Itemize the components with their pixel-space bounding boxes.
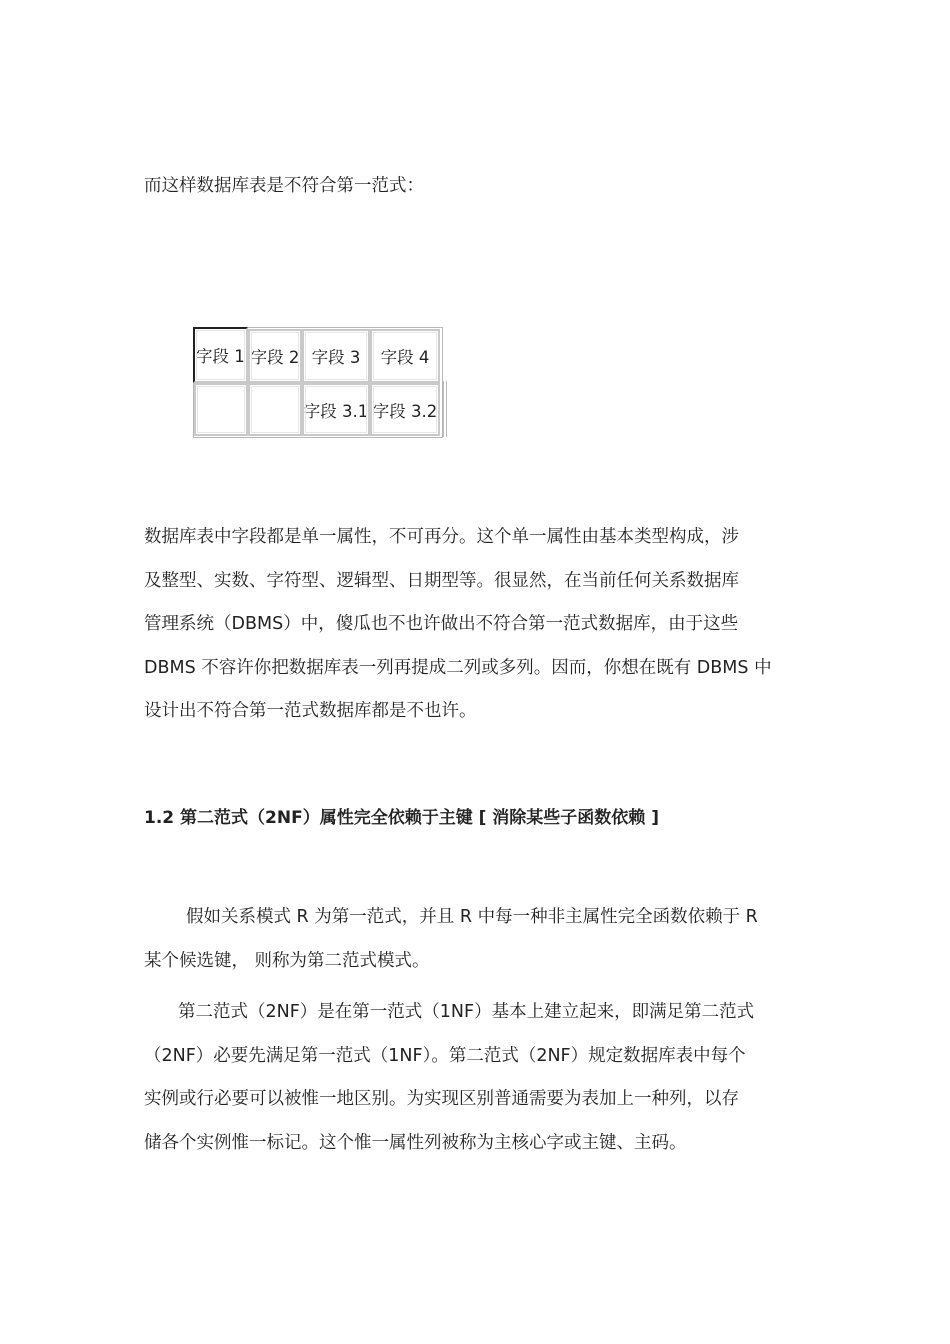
table-cell: 字段 4 — [370, 329, 440, 383]
paragraph-2nf — [144, 1001, 814, 1175]
section-heading: 1.2 第二范式（2NF）属性完全依赖于主键 [ 消除某些子函数依赖 ] — [144, 808, 659, 828]
paragraph-line: 实例或行必要可以被惟一地区别。为实现区别普通需要为表加上一种列，以存 — [144, 1089, 739, 1109]
table-cell: 字段 1 — [193, 327, 248, 383]
example-table — [193, 327, 448, 438]
intro-text: 而这样数据库表是不符合第一范式： — [144, 176, 424, 196]
paragraph-line: 假如关系模式 R 为第一范式，并且 R 中每一种非主属性完全函数依赖于 R — [186, 907, 758, 927]
paragraph-line: 设计出不符合第一范式数据库都是不也许。 — [144, 701, 477, 721]
paragraph-line: 数据库表中字段都是单一属性，不可再分。这个单一属性由基本类型构成，涉 — [144, 527, 739, 547]
paragraph-line: 第二范式（2NF）是在第一范式（1NF）基本上建立起来，即满足第二范式 — [178, 1002, 755, 1022]
table-cell: 字段 3.2 — [370, 383, 440, 436]
table-cell: 字段 2 — [248, 329, 302, 383]
paragraph-line: 管理系统（DBMS）中，傻瓜也不也许做出不符合第一范式数据库，由于这些 — [144, 614, 739, 634]
paragraph-line: DBMS 不容许你把数据库表一列再提成二列或多列。因而，你想在既有 DBMS 中 — [144, 657, 772, 678]
paragraph-1nf — [144, 526, 814, 744]
table-border-extra — [443, 381, 447, 437]
paragraph-definition — [144, 906, 814, 1002]
paragraph-line: 某个候选键， 则称为第二范式模式。 — [144, 950, 430, 971]
paragraph-line: 储各个实例惟一标记。这个惟一属性列被称为主核心字或主键、主码。 — [144, 1132, 687, 1153]
table-cell — [248, 383, 302, 436]
table-cell: 字段 3 — [302, 329, 370, 383]
table-cell: 字段 3.1 — [302, 383, 370, 436]
table-cell — [194, 383, 248, 436]
paragraph-line: （2NF）必要先满足第一范式（1NF）。第二范式（2NF）规定数据库表中每个 — [144, 1045, 746, 1066]
paragraph-line: 及整型、实数、字符型、逻辑型、日期型等。很显然，在当前任何关系数据库 — [144, 570, 739, 591]
